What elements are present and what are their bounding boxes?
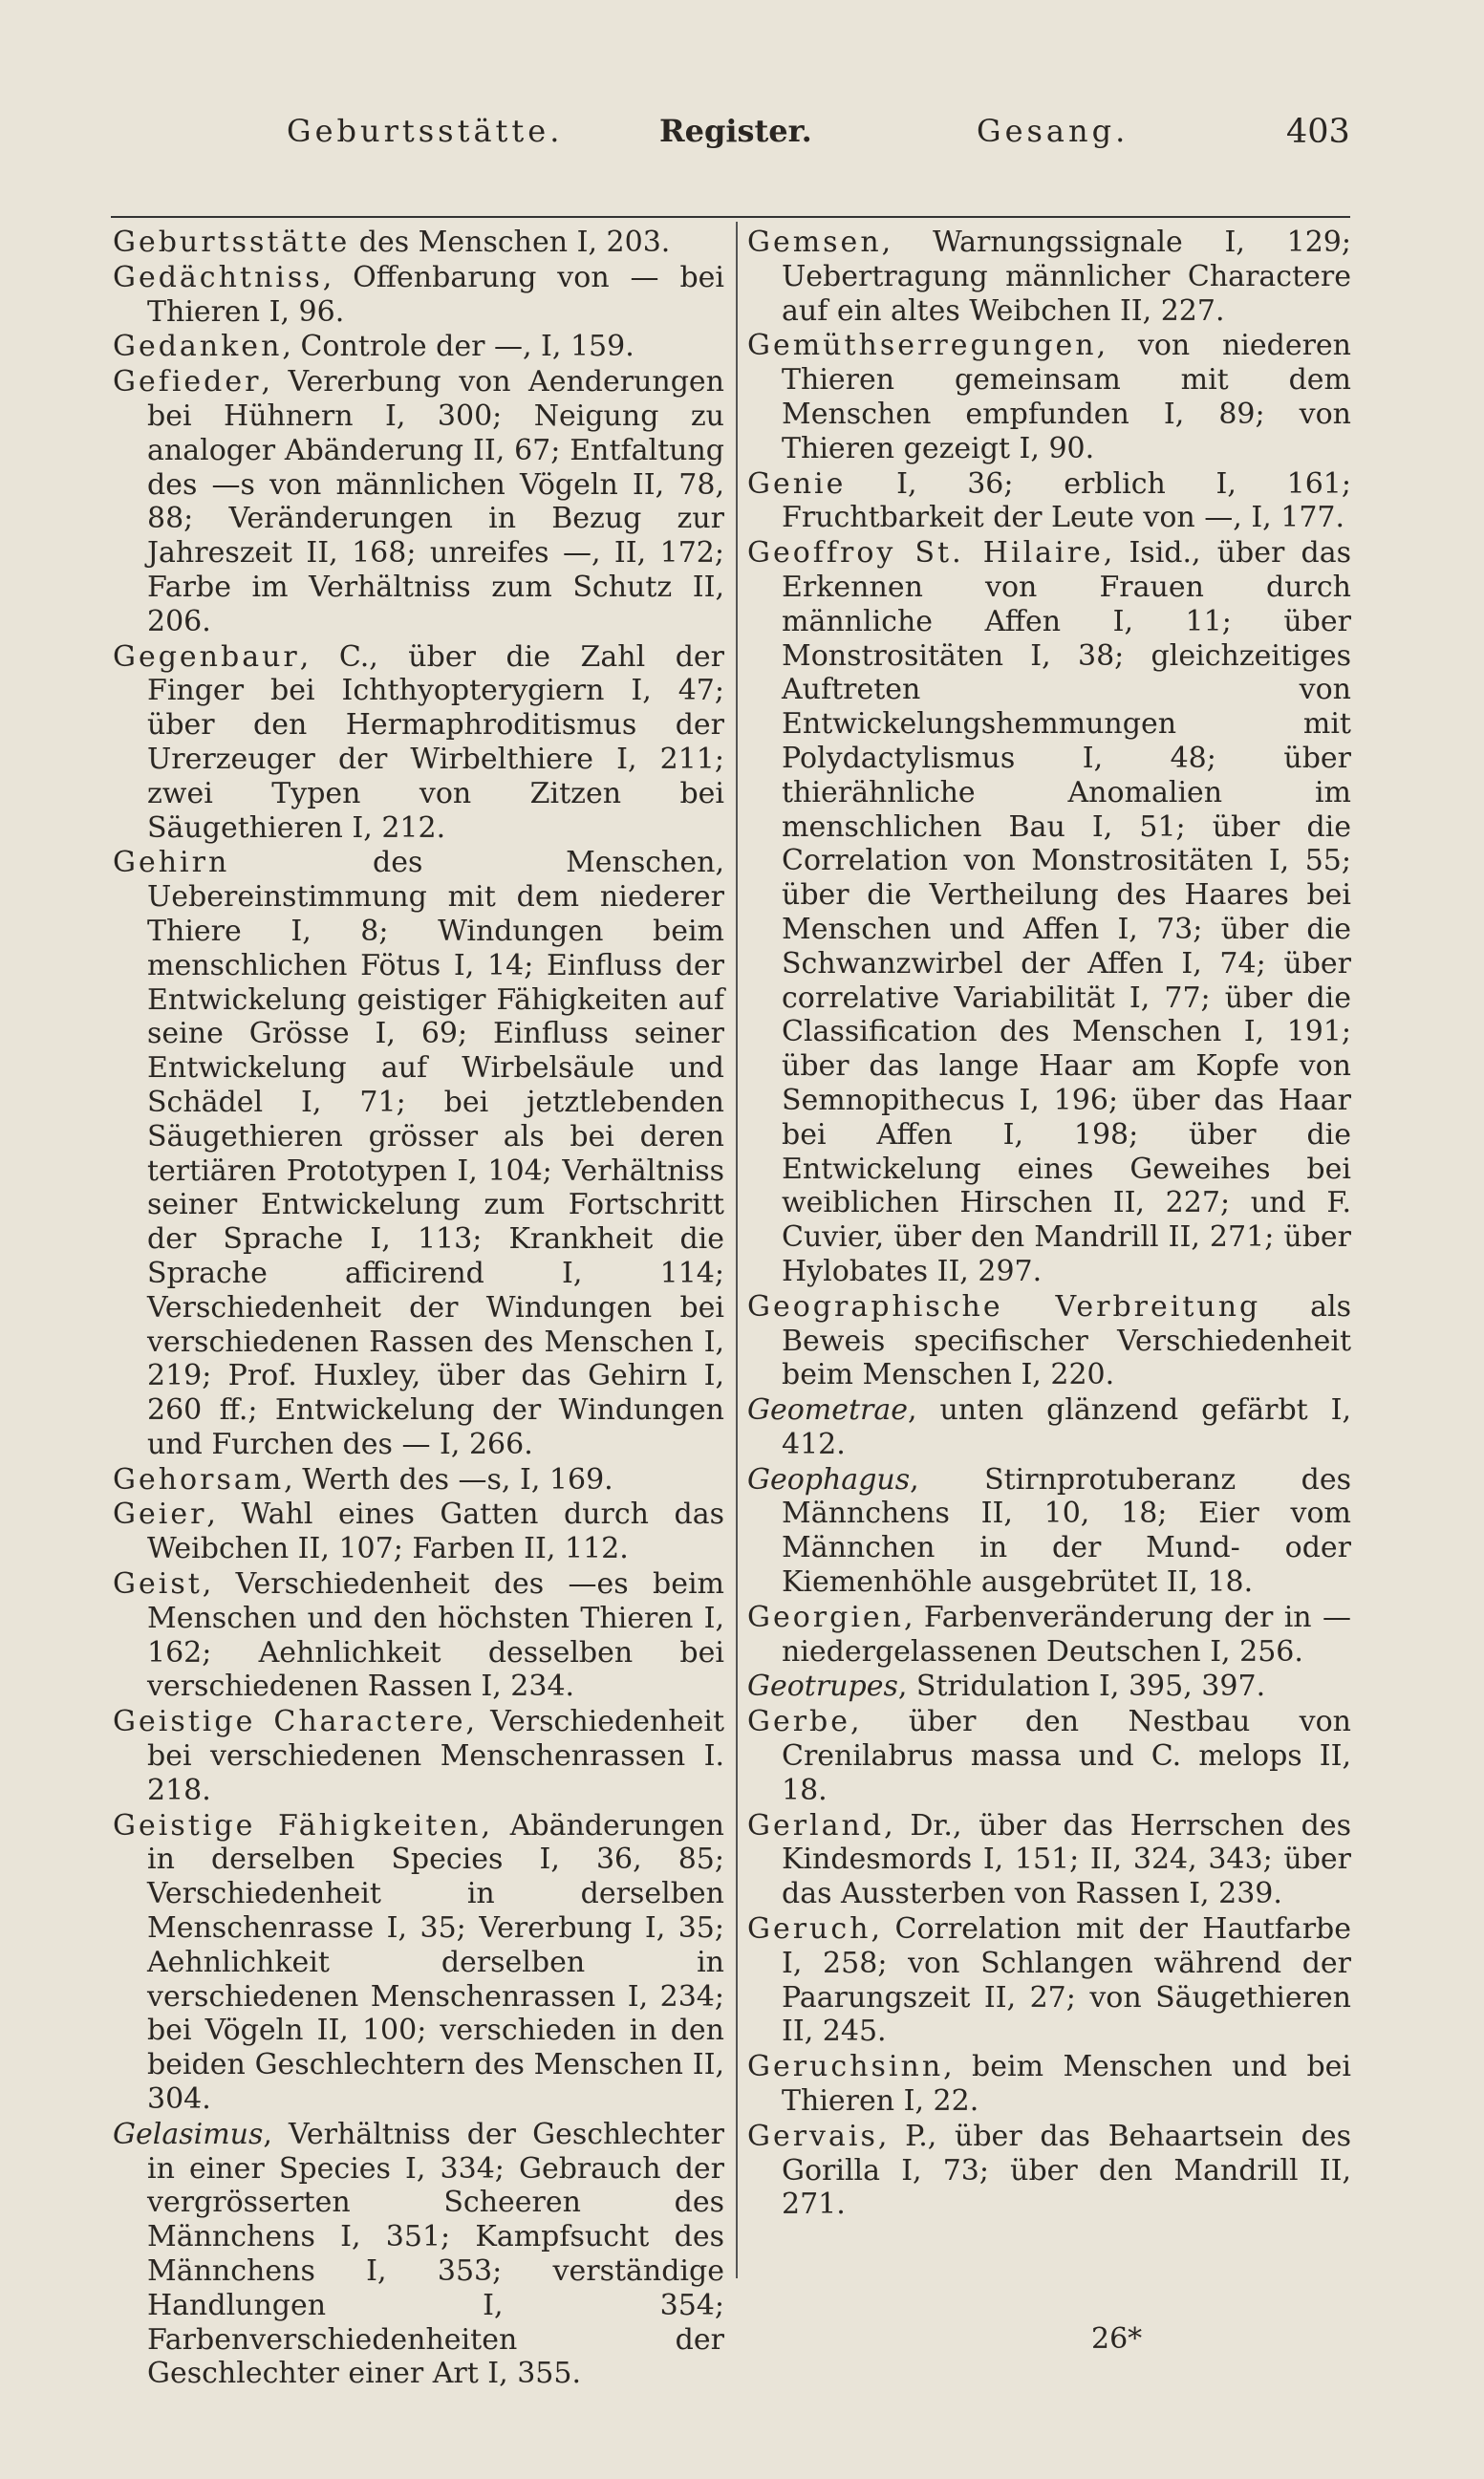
entry-text: , Controle der —, I, 159. — [282, 330, 634, 364]
page-number: 403 — [1286, 113, 1350, 151]
entry-headword: Georgien — [747, 1600, 904, 1634]
entry-text: , Verschiedenheit des —es beim Menschen und den höchsten Thieren I, 162; Aehnlichkeit desselben bei verschiedenen Rassen I, 234. — [147, 1567, 724, 1704]
header-rule — [111, 216, 1350, 218]
index-entry — [113, 1705, 724, 1807]
entry-headword: Geometrae — [747, 1393, 909, 1428]
entry-text: , Warnungssignale I, 129; Uebertragung männlicher Charactere auf ein altes Weibchen II, 227. — [782, 226, 1351, 328]
running-head-right: Gesang. — [977, 113, 1129, 149]
entry-text: , Verschiedenheit bei verschiedenen Menschenrassen I. 218. — [147, 1705, 724, 1807]
running-head-center: Register. — [659, 113, 812, 149]
entry-text: , Werth des —s, I, 169. — [284, 1462, 613, 1497]
entry-text: , beim Menschen und bei Thieren I, 22. — [782, 2050, 1351, 2119]
entry-headword: Gelasimus — [113, 2117, 264, 2151]
entry-text: , Abänderungen in derselben Species I, 36, 85; Verschiedenheit in derselben Menschenrasse I, 35; Vererbung I, 35; Aehnlichkeit derselben in verschiedenen Menschenrassen I, 234; bei Vögeln II, 100; verschieden in den beiden Geschlechtern des Menschen II, 304. — [147, 1808, 725, 2117]
index-entry — [113, 1809, 724, 2117]
entry-text: des Menschen, Uebereinstimmung mit dem niederer Thiere I, 8; Windungen beim menschlichen Fötus I, 14; Einfluss der Entwickelung geistiger Fähigkeiten auf seine Grösse I, 69; Einfluss seiner Entwickelung auf Wirbelsäule und Schädel I, 71; bei jetztlebenden Säugethieren grösser als bei deren tertiären Prototypen I, 104; Verhältniss seiner Entwickelung zum Fortschritt der Sprache I, 113; Krankheit die Sprache afficirend I, 114; Verschiedenheit der Windungen bei verschiedenen Rassen des Menschen I, 219; Prof. Huxley, über das Gehirn I, 260 ff.; Entwickelung der Windungen und Furchen des — I, 266. — [147, 846, 724, 1461]
index-entry — [747, 1393, 1351, 1462]
index-entry — [113, 1567, 724, 1704]
index-entry — [113, 640, 724, 846]
entry-headword: Geotrupes — [747, 1670, 898, 1704]
index-entry — [113, 226, 724, 260]
entry-text: , Farbenveränderung der in — niedergelassenen Deutschen I, 256. — [782, 1600, 1351, 1669]
index-entry — [747, 1463, 1351, 1600]
index-entry — [747, 1912, 1351, 2049]
entry-text: , Wahl eines Gatten durch das Weibchen II, 107; Farben II, 112. — [147, 1498, 724, 1566]
entry-text: , Correlation mit der Hautfarbe I, 258; von Schlangen während der Paarungszeit II, 27; von Säugethieren II, 245. — [782, 1912, 1351, 2049]
entry-text: , Vererbung von Aenderungen bei Hühnern I, 300; Neigung zu analoger Abänderung II, 67; Entfaltung des —s von männlichen Vögeln II, 78, 88; Veränderungen in Bezug zur Jahreszeit II, 168; unreifes —, II, 172; Farbe im Verhältniss zum Schutz II, 206. — [147, 365, 724, 638]
entry-headword: Gehirn — [113, 846, 230, 880]
index-entry — [747, 1601, 1351, 1670]
index-entry — [747, 1809, 1351, 1911]
running-head-left: Geburtsstätte. — [287, 113, 564, 149]
entry-text: , von niederen Thieren gemeinsam mit dem Menschen empfunden I, 89; von Thieren gezeigt I, 90. — [782, 329, 1351, 465]
left-column — [113, 226, 724, 2392]
entry-text: , C., über die Zahl der Finger bei Ichthyopterygiern I, 47; über den Hermaphroditismus der Urerzeuger der Wirbelthiere I, 211; zwei Typen von Zitzen bei Säugethieren I, 212. — [147, 639, 724, 845]
index-entry — [747, 1670, 1351, 1704]
index-entry — [747, 2120, 1351, 2222]
entry-headword: Gedanken — [113, 330, 283, 364]
entry-text: , Dr., über das Herrschen des Kindesmords I, 151; II, 324, 343; über das Aussterben von Rassen I, 239. — [782, 1808, 1351, 1911]
entry-headword: Geoffroy St. Hilaire — [747, 536, 1104, 571]
index-entry — [747, 329, 1351, 465]
index-entry — [113, 1463, 724, 1498]
entry-headword: Gerbe — [747, 1705, 851, 1739]
right-column — [747, 226, 1351, 2223]
entry-headword: Gerland — [747, 1808, 885, 1843]
entry-headword: Geistige Charactere — [113, 1705, 466, 1739]
entry-headword: Genie — [747, 466, 847, 501]
entry-text: , P., über das Behaartsein des Gorilla I, 73; über den Mandrill II, 271. — [782, 2119, 1351, 2222]
entry-headword: Geier — [113, 1498, 207, 1532]
entry-text: I, 36; erblich I, 161; Fruchtbarkeit der Leute von —, I, 177. — [782, 466, 1351, 535]
entry-headword: Gegenbaur — [113, 639, 300, 674]
entry-text: , über den Nestbau von Crenilabrus massa und C. melops II, 18. — [782, 1705, 1351, 1807]
entry-headword: Geographische Verbreitung — [747, 1289, 1261, 1324]
entry-headword: Gefieder — [113, 365, 262, 399]
index-entry — [747, 467, 1351, 536]
entry-headword: Geistige Fähigkeiten — [113, 1808, 482, 1843]
index-entry — [113, 261, 724, 330]
index-entry — [747, 2050, 1351, 2119]
entry-text: , Stridulation I, 395, 397. — [897, 1670, 1266, 1704]
entry-text: , Stirnprotuberanz des Männchens II, 10, 18; Eier vom Männchen in der Mund- oder Kiemenhöhle ausgebrütet II, 18. — [782, 1462, 1351, 1600]
index-entry — [113, 1498, 724, 1566]
entry-headword: Geist — [113, 1567, 203, 1602]
index-entry — [113, 365, 724, 638]
entry-text: des Menschen I, 203. — [350, 226, 671, 259]
entry-text: als Beweis specifischer Verschiedenheit beim Menschen I, 220. — [782, 1289, 1351, 1392]
entry-headword: Geophagus — [747, 1462, 911, 1497]
index-entry — [113, 330, 724, 364]
entry-headword: Gemüthserregungen — [747, 329, 1097, 363]
entry-text: , Verhältniss der Geschlechter in einer Species I, 334; Gebrauch der vergrösserten Scheeren des Männchens I, 351; Kampfsucht des Männchens I, 353; verständige Handlungen I, 354; Farbenverschiedenheiten der Geschlechter einer Art I, 355. — [147, 2117, 724, 2391]
index-entry — [747, 1290, 1351, 1392]
entry-headword: Gervais — [747, 2119, 878, 2153]
entry-headword: Geruchsinn — [747, 2050, 944, 2084]
index-entry — [747, 226, 1351, 328]
entry-headword: Gehorsam — [113, 1462, 285, 1497]
entry-headword: Gedächtniss — [113, 260, 323, 294]
index-entry — [747, 536, 1351, 1289]
entry-headword: Gemsen — [747, 226, 882, 259]
entry-text: , Isid., über das Erkennen von Frauen durch männliche Affen I, 11; über Monstrositäten I, 38; gleichzeitiges Auftreten von Entwickelungshemmungen mit Polydactylismus I, 48; über thierähnliche Anomalien im menschlichen Bau I, 51; über die Correlation von Monstrositäten I, 55; über die Vertheilung des Haares bei Menschen und Affen I, 73; über die Schwanzwirbel der Affen I, 74; über correlative Variabilität I, 77; über die Classification des Menschen I, 191; über das lange Haar am Kopfe von Semnopithecus I, 196; über das Haar bei Affen I, 198; über die Entwickelung eines Geweihes bei weiblichen Hirschen II, 227; und F. Cuvier, über den Mandrill II, 271; über Hylobates II, 297. — [782, 536, 1352, 1288]
entry-text: , Offenbarung von — bei Thieren I, 96. — [147, 260, 724, 329]
index-entry — [113, 2118, 724, 2391]
signature-mark: 26* — [1091, 2322, 1143, 2356]
entry-text: , unten glänzend gefärbt I, 412. — [782, 1393, 1351, 1461]
column-divider — [736, 222, 738, 2278]
index-entry — [747, 1705, 1351, 1807]
entry-headword: Geburtsstätte — [113, 226, 351, 259]
index-entry — [113, 846, 724, 1461]
entry-headword: Geruch — [747, 1912, 871, 1947]
